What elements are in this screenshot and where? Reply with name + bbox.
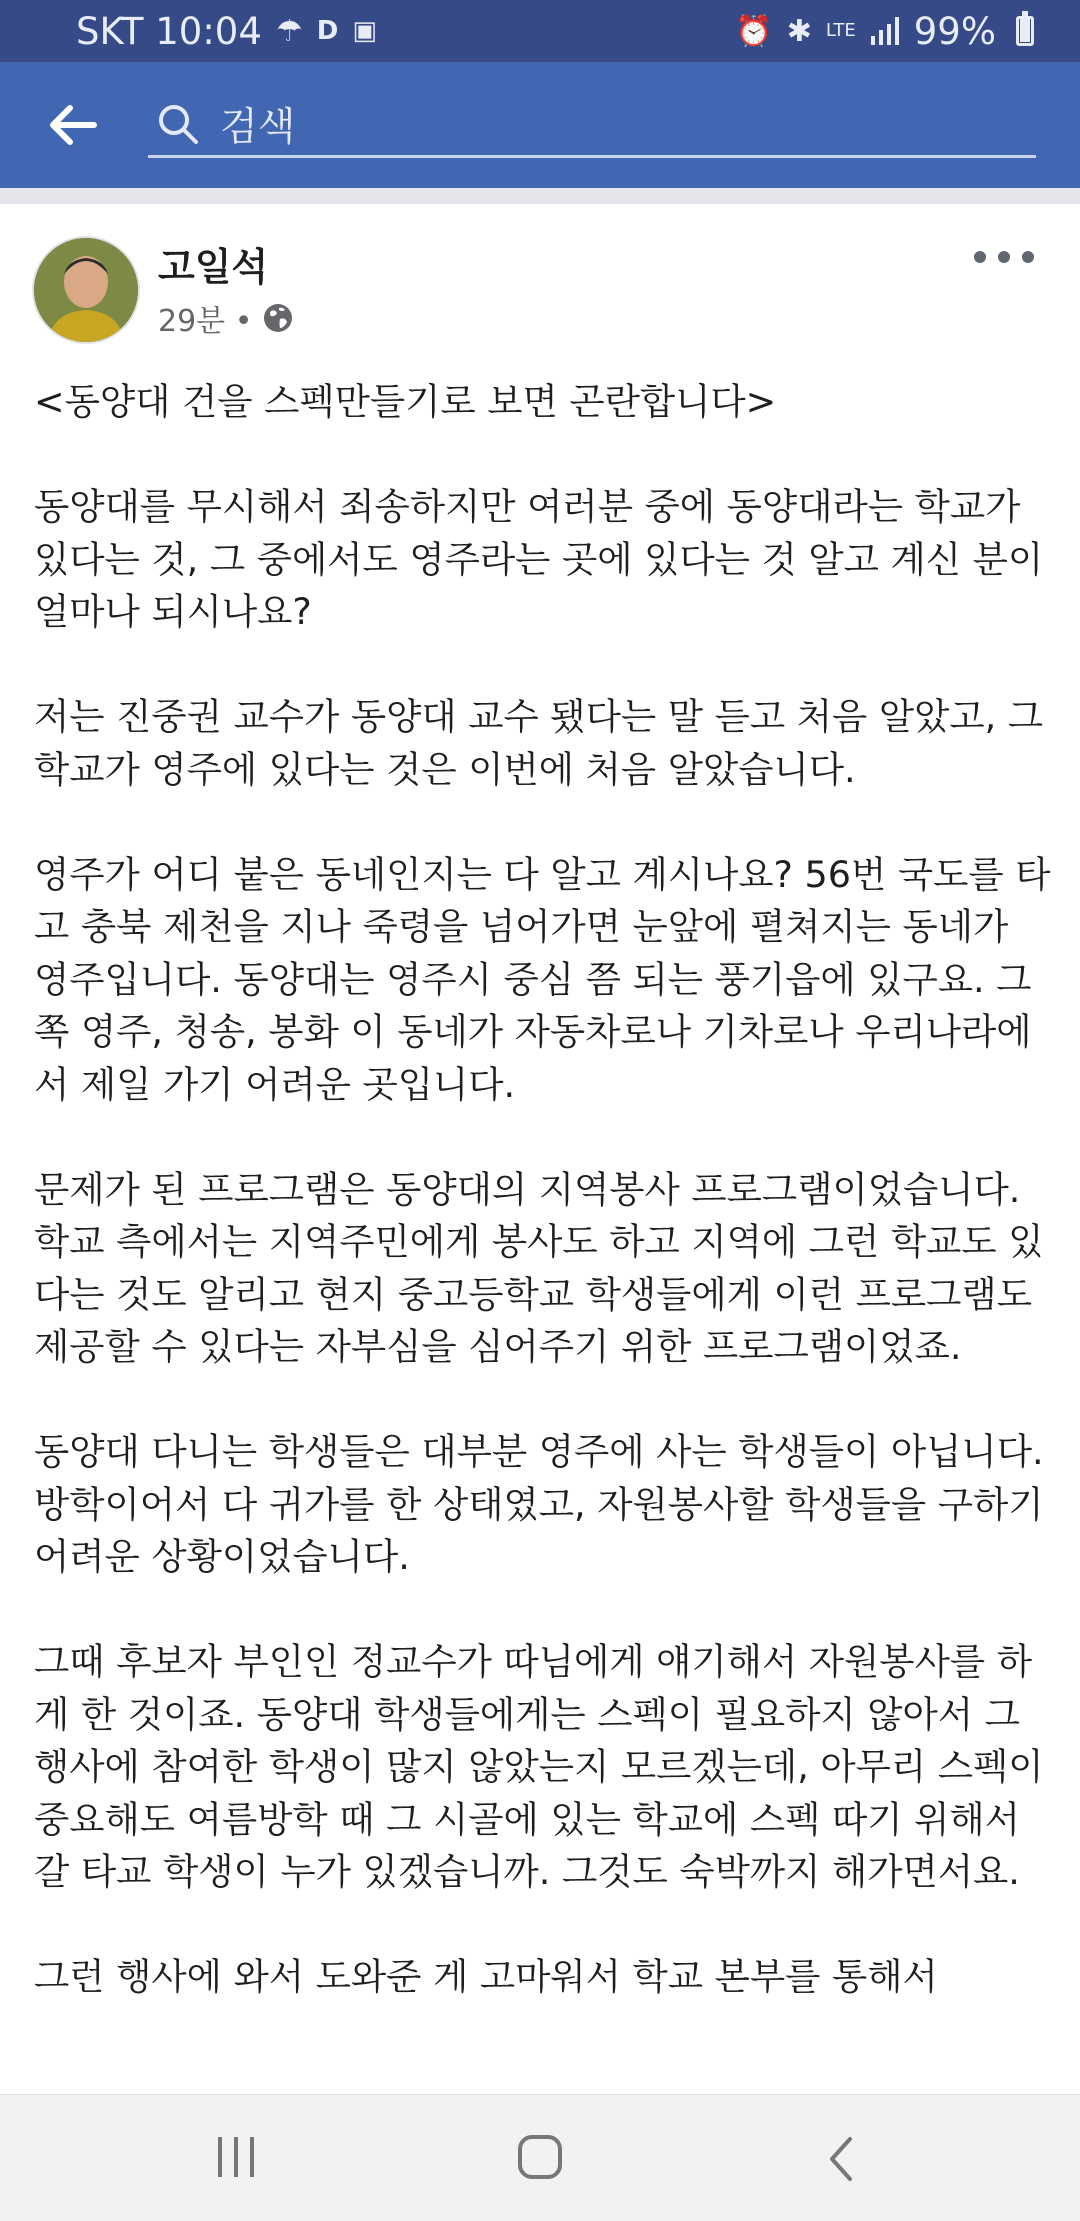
- post-paragraph: 문제가 된 프로그램은 동양대의 지역봉사 프로그램이었습니다. 학교 측에서는 지역주민에게 봉사도 하고 지역에 그런 학교도 있다는 것도 알리고 현지 중고등학교 학생들에게 이런 프로그램도 제공할 수 있다는 자부심을 심어주기 위한 프로그램이었죠.: [34, 1167, 1044, 1368]
- post-paragraph: 그때 후보자 부인인 정교수가 따님에게 얘기해서 자원봉사를 하게 한 것이죠. 동양대 학생들에게는 스펙이 필요하지 않아서 그 행사에 참여한 학생이 많지 않았는지 모르겠는데, 아무리 스펙이 중요해도 여름방학 때 그 시골에 있는 학교에 스펙 따기 위해서 갈 타교 학생이 누가 있겠습니까. 그것도 숙박까지 해가면서요.: [34, 1640, 1044, 1893]
- status-right: [735, 10, 1034, 53]
- search-header: [0, 62, 1080, 188]
- search-icon: [156, 102, 200, 146]
- recent-apps-button[interactable]: [210, 2137, 266, 2179]
- post-paragraph: 그런 행사에 와서 도와준 게 고마워서 학교 본부를 통해서: [34, 1955, 938, 1998]
- 3d-dx-icon: D: [316, 16, 339, 46]
- post-meta: [158, 296, 294, 340]
- signal-icon: [870, 16, 900, 46]
- back-button[interactable]: [44, 100, 100, 150]
- divider: [0, 188, 1080, 204]
- post-text: [34, 376, 1054, 2056]
- search-placeholder: 검색: [220, 105, 296, 150]
- weather-icon: ☂: [275, 13, 303, 49]
- more-options-button[interactable]: [974, 242, 1034, 272]
- battery-percent: 99%: [913, 9, 996, 53]
- carrier-time: SKT 10:04: [76, 9, 262, 53]
- battery-icon: [1016, 16, 1034, 46]
- post-time[interactable]: 29분 •: [158, 304, 253, 339]
- search-input[interactable]: [148, 88, 1036, 158]
- status-bar: [0, 0, 1080, 62]
- more-dot-icon: [1022, 251, 1034, 263]
- avatar[interactable]: [32, 236, 140, 344]
- more-dot-icon: [998, 251, 1010, 263]
- post-paragraph: 동양대를 무시해서 죄송하지만 여러분 중에 동양대라는 학교가 있다는 것, 그 중에서도 영주라는 곳에 있다는 것 알고 계신 분이 얼마나 되시나요?: [34, 485, 1044, 633]
- recent-apps-icon: [218, 2137, 222, 2177]
- system-nav-bar: [0, 2094, 1080, 2221]
- bluetooth-icon: ✱: [786, 13, 812, 49]
- avatar-photo: [34, 238, 138, 342]
- recent-apps-icon: [234, 2137, 238, 2177]
- more-dot-icon: [974, 251, 986, 263]
- post-paragraph: 영주가 어디 붙은 동네인지는 다 알고 계시나요? 56번 국도를 타고 충북 제천을 지나 죽령을 넘어가면 눈앞에 펼쳐지는 동네가 영주입니다. 동양대는 영주시 중심 쯤 되는 풍기읍에 있구요. 그쪽 영주, 청송, 봉화 이 동네가 자동차로나 기차로나 우리나라에서 제일 가기 어려운 곳입니다.: [34, 852, 1051, 1106]
- back-arrow-icon: [44, 100, 100, 150]
- lte-indicator: LTE: [825, 20, 856, 41]
- post-paragraph: <동양대 건을 스펙만들기로 보면 곤란합니다>: [34, 380, 777, 423]
- status-left: [76, 10, 377, 53]
- nav-back-button[interactable]: [826, 2135, 856, 2183]
- chevron-left-icon: [826, 2135, 856, 2183]
- post-paragraph: 저는 진중권 교수가 동양대 교수 됐다는 말 듣고 처음 알았고, 그 학교가 영주에 있다는 것은 이번에 처음 알았습니다.: [34, 695, 1044, 791]
- post-paragraph: 동양대 다니는 학생들은 대부분 영주에 사는 학생들이 아닙니다. 방학이어서 다 귀가를 한 상태였고, 자원봉사할 학생들을 구하기 어려운 상황이었습니다.: [34, 1430, 1044, 1578]
- alarm-icon: ⏰: [735, 13, 773, 49]
- home-button[interactable]: [518, 2135, 562, 2179]
- globe-icon: [262, 302, 294, 334]
- author-name[interactable]: 고일석: [158, 245, 269, 289]
- sim-icon: ▣: [352, 16, 377, 46]
- post-header: [0, 204, 1080, 364]
- recent-apps-icon: [250, 2137, 254, 2177]
